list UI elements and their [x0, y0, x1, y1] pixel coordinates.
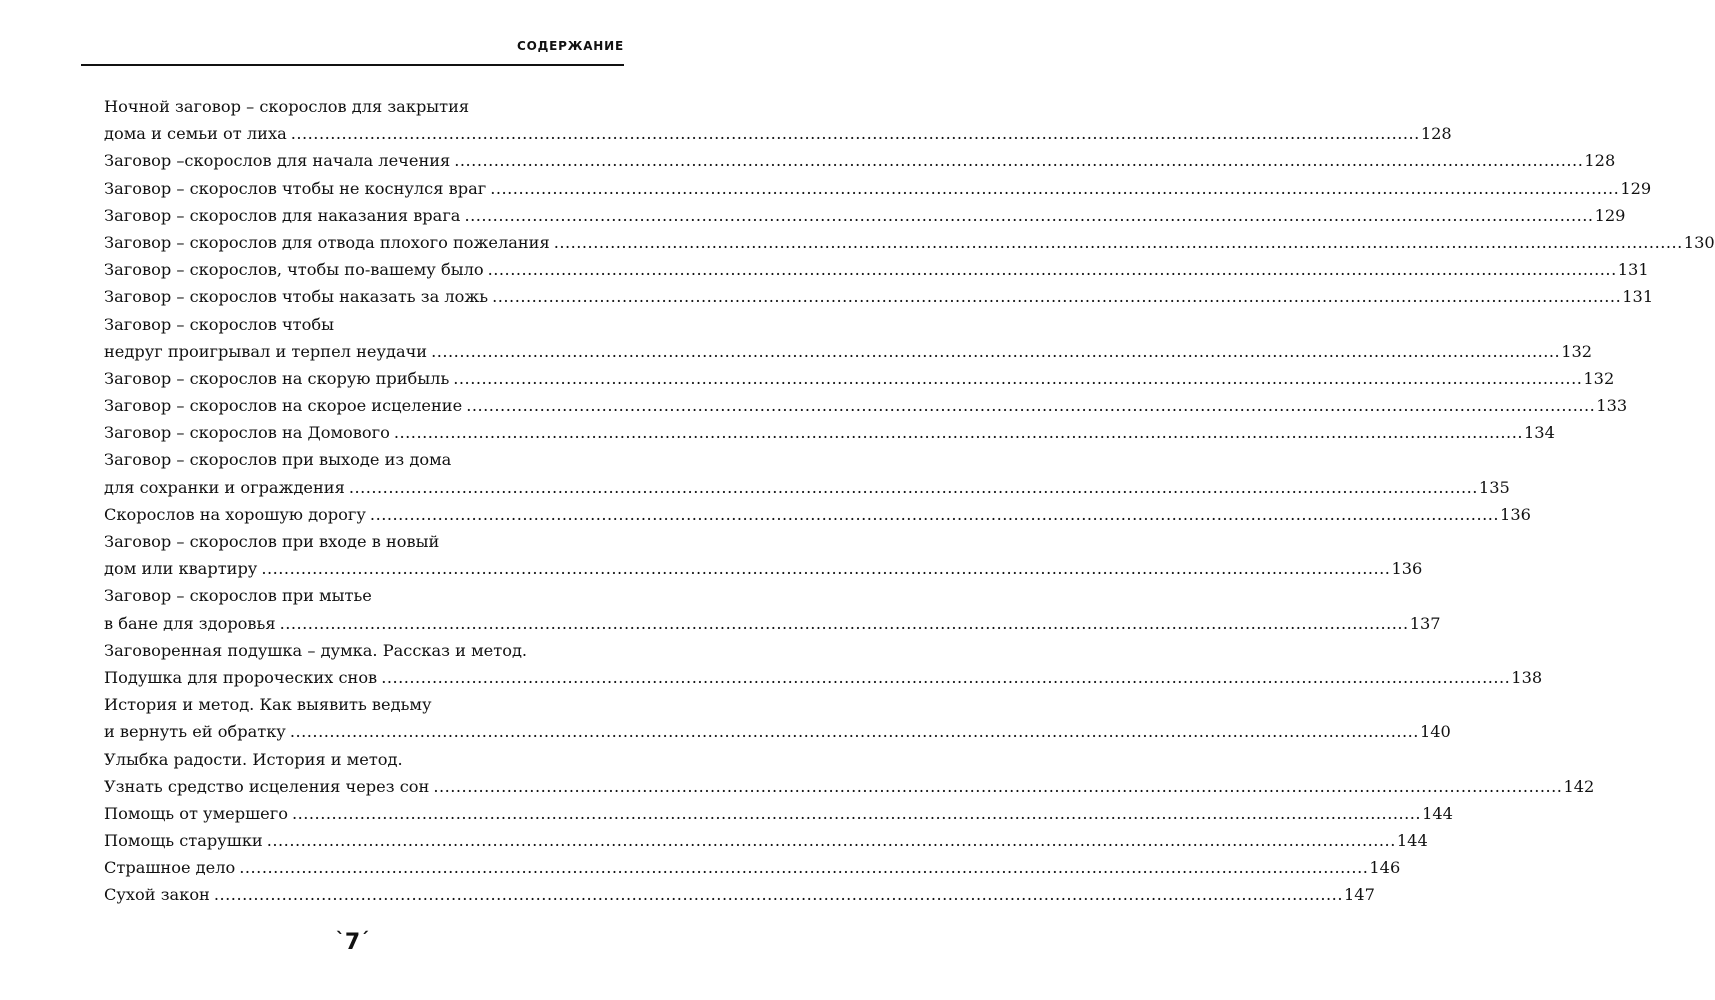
toc-entry-title: и вернуть ей обратку	[104, 722, 286, 742]
dot-leader: ........................................................................................................................................................................................................	[487, 260, 1617, 280]
toc-entry-title: Скорослов на хорошую дорогу	[104, 504, 366, 524]
toc-entry-page: 132	[1583, 368, 1615, 388]
header-title: СОДЕРЖАНИЕ	[517, 39, 624, 53]
toc-entry-page: 146	[1369, 858, 1401, 878]
dot-leader: ........................................................................................................................................................................................................	[464, 205, 1594, 225]
toc-entry	[104, 283, 1654, 310]
toc-entry-page: 136	[1500, 504, 1531, 524]
dot-leader: ........................................................................................................................................................................................................	[492, 287, 1622, 307]
toc-entry-title: Заговор – скорослов чтобы	[104, 314, 334, 334]
toc-entry	[104, 229, 1715, 256]
toc-entry-title: Заговор – скорослов для наказания врага	[104, 205, 461, 225]
toc-entry	[104, 175, 1652, 202]
toc-entry-page: 130	[1683, 232, 1715, 252]
toc-entry	[104, 365, 1615, 392]
toc-entry-title: Заговор – скорослов чтобы не коснулся враг	[104, 178, 487, 198]
toc-entry	[104, 691, 610, 718]
toc-entry-title: Заговор – скорослов, чтобы по-вашему было	[104, 260, 484, 280]
dot-leader: ........................................................................................................................................................................................................	[261, 559, 1391, 579]
dot-leader: ........................................................................................................................................................................................................	[369, 504, 1500, 524]
toc-entry	[104, 528, 610, 555]
dot-leader: ........................................................................................................................................................................................................	[466, 396, 1596, 416]
toc-entry	[104, 827, 1428, 854]
toc-entry	[104, 419, 1555, 446]
toc-entry-page: 129	[1594, 205, 1626, 225]
toc-entry	[104, 256, 1649, 283]
toc-entry-page: 137	[1409, 613, 1441, 633]
toc-entry	[104, 582, 610, 609]
dot-leader: ........................................................................................................................................................................................................	[279, 613, 1409, 633]
toc-entry	[104, 773, 1595, 800]
toc-entry-title: Заговор – скорослов для отвода плохого пожелания	[104, 232, 550, 252]
toc-entry-title: Заговор – скорослов на скорую прибыль	[104, 368, 450, 388]
dot-leader: ........................................................................................................................................................................................................	[453, 368, 1583, 388]
toc-entry-title: Заговор – скорослов при входе в новый	[104, 532, 440, 551]
toc-entry	[104, 474, 1510, 501]
toc-entry-title: дом или квартиру	[104, 559, 258, 579]
toc-entry-page: 129	[1620, 178, 1652, 198]
toc-entry	[104, 881, 1375, 908]
toc-entry-title: Заговоренная подушка – думка. Рассказ и метод.	[104, 640, 528, 660]
dot-leader: ........................................................................................................................................................................................................	[393, 423, 1523, 443]
toc-entry-title: Заговор – скорослов чтобы наказать за ложь	[104, 287, 489, 307]
toc-entry-title: Заговор –скорослов для начала лечения	[104, 151, 451, 171]
toc-entry	[104, 800, 1453, 827]
table-of-contents	[104, 93, 1715, 909]
toc-entry	[104, 446, 610, 473]
toc-entry-page: 128	[1584, 151, 1616, 171]
toc-entry-title: История и метод. Как выявить ведьму	[104, 695, 432, 715]
toc-entry-page: 140	[1419, 722, 1451, 742]
dot-leader: ........................................................................................................................................................................................................	[290, 124, 1420, 144]
toc-entry	[104, 147, 1616, 174]
toc-entry-page: 133	[1596, 396, 1628, 416]
toc-entry	[104, 202, 1626, 229]
toc-entry	[104, 501, 1531, 528]
toc-entry	[104, 555, 1423, 582]
dot-leader: ........................................................................................................................................................................................................	[454, 151, 1584, 171]
toc-entry-page: 136	[1391, 559, 1423, 579]
toc-entry-title: Заговор – скорослов на скорое исцеление	[104, 396, 463, 416]
toc-entry	[104, 854, 1401, 881]
folio-number: 7	[344, 930, 361, 955]
toc-entry	[104, 746, 610, 773]
toc-entry-page: 131	[1617, 260, 1649, 280]
toc-entry-title: Улыбка радости. История и метод.	[104, 749, 403, 769]
toc-entry-page: 134	[1523, 423, 1555, 443]
toc-entry-page: 138	[1511, 667, 1543, 687]
dot-leader: ........................................................................................................................................................................................................	[490, 178, 1620, 198]
running-header	[81, 36, 624, 66]
toc-entry	[104, 718, 1451, 745]
toc-entry-page: 135	[1478, 477, 1510, 497]
toc-entry-title: Сухой закон	[104, 885, 210, 905]
toc-entry-title: Подушка для пророческих снов	[104, 667, 378, 687]
toc-entry-page: 132	[1561, 341, 1593, 361]
folio-left-mark: `	[335, 929, 345, 950]
toc-entry	[104, 120, 1452, 147]
toc-entry-page: 142	[1563, 776, 1595, 796]
toc-entry-page: 144	[1422, 803, 1453, 823]
dot-leader: ........................................................................................................................................................................................................	[291, 803, 1422, 823]
dot-leader: ........................................................................................................................................................................................................	[239, 858, 1369, 878]
toc-entry-title: дома и семьи от лиха	[104, 124, 287, 144]
toc-entry-title: Узнать средство исцеления через сон	[104, 776, 430, 796]
toc-entry	[104, 311, 610, 338]
dot-leader: ........................................................................................................................................................................................................	[213, 885, 1343, 905]
toc-entry-title: для сохранки и ограждения	[104, 477, 345, 497]
toc-entry-page: 144	[1396, 831, 1428, 851]
toc-entry-title: Заговор – скорослов на Домового	[104, 423, 390, 443]
toc-entry-title: в бане для здоровья	[104, 613, 276, 633]
dot-leader: ........................................................................................................................................................................................................	[381, 667, 1511, 687]
toc-entry-title: Заговор – скорослов при мытье	[104, 586, 372, 606]
toc-entry-page: 147	[1343, 885, 1375, 905]
toc-entry-page: 131	[1622, 287, 1654, 307]
toc-entry-title: Страшное дело	[104, 858, 236, 878]
toc-entry-page: 128	[1420, 124, 1452, 144]
toc-entry	[104, 664, 1543, 691]
toc-entry	[104, 392, 1628, 419]
toc-entry-title: Помощь от умершего	[104, 803, 288, 823]
toc-entry	[104, 637, 610, 664]
toc-entry	[104, 610, 1441, 637]
dot-leader: ........................................................................................................................................................................................................	[266, 831, 1396, 851]
dot-leader: ........................................................................................................................................................................................................	[348, 477, 1478, 497]
toc-entry	[104, 93, 610, 120]
toc-entry	[104, 338, 1593, 365]
toc-entry-title: недруг проигрывал и терпел неудачи	[104, 341, 428, 361]
page-number	[0, 929, 705, 955]
dot-leader: ........................................................................................................................................................................................................	[289, 722, 1419, 742]
toc-entry-title: Ночной заговор – скорослов для закрытия	[104, 97, 470, 116]
dot-leader: ........................................................................................................................................................................................................	[433, 776, 1563, 796]
dot-leader: ........................................................................................................................................................................................................	[553, 232, 1683, 252]
dot-leader: ........................................................................................................................................................................................................	[431, 341, 1561, 361]
toc-entry-title: Помощь старушки	[104, 831, 263, 851]
folio-right-mark: ´	[360, 929, 370, 950]
toc-entry-title: Заговор – скорослов при выходе из дома	[104, 450, 452, 470]
